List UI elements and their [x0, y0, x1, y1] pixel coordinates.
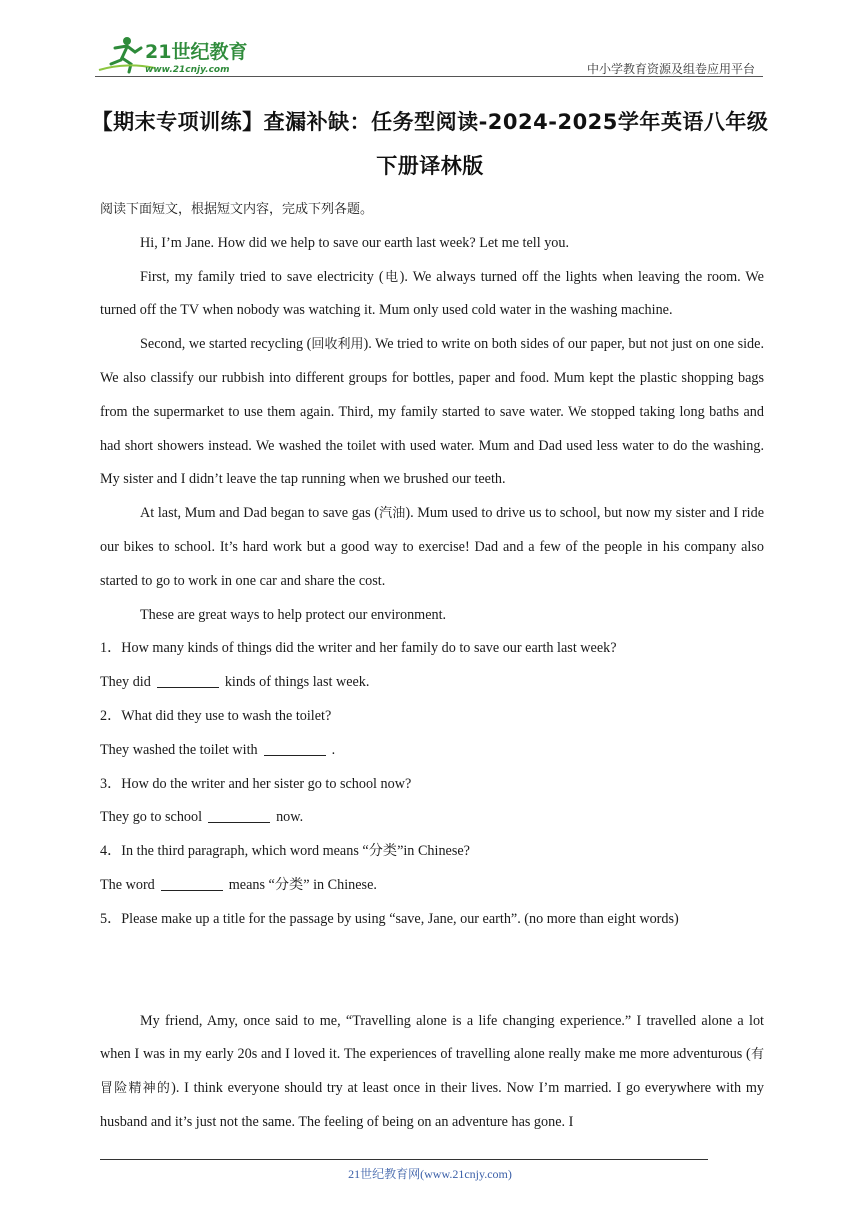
page-title-line1: 【期末专项训练】查漏补缺：任务型阅读-2024-2025学年英语八年级 — [91, 110, 769, 134]
footer-text: 21世纪教育网(www.21cnjy.com) — [348, 1167, 512, 1181]
question-3: 3．How do the writer and her sister go to school now? — [100, 775, 412, 792]
page-header — [95, 34, 763, 78]
answer-blank[interactable] — [161, 877, 223, 891]
answer-3: They go to school now. — [100, 809, 304, 826]
passage1-paragraph5: These are great ways to help protect our environment. — [140, 606, 447, 623]
answer-blank[interactable] — [264, 742, 326, 756]
passage1-paragraph1: Hi, I’m Jane. How did we help to save our earth last week? Let me tell you. — [140, 234, 570, 251]
header-site-name: 中小学教育资源及组卷应用平台 — [586, 62, 755, 76]
header-divider — [95, 76, 763, 77]
footer-divider — [100, 1159, 708, 1160]
page-title-line2: 下册译林版 — [376, 154, 484, 178]
answer-space — [100, 937, 764, 1005]
runner-logo-icon — [95, 34, 265, 76]
question-5: 5．Please make up a title for the passage by using “save, Jane, our earth”. (no more than eight words) — [100, 910, 679, 927]
question-4: 4．In the third paragraph, which word means “分类”in Chinese? — [100, 843, 470, 860]
answer-blank[interactable] — [157, 674, 219, 688]
logo-url: www.21cnjy.com — [145, 65, 230, 75]
logo-text: 21世纪教育 — [145, 41, 248, 63]
instruction: 阅读下面短文，根据短文内容，完成下列各题。 — [100, 202, 374, 217]
document-body — [100, 193, 764, 1140]
passage1-paragraph4: At last, Mum and Dad began to save gas (汽油). Mum used to drive us to school, but now my sister and I ride our bikes to school. It’s hard work but a good way to exercise! Dad and a few of the people in his company also started to go to work in one car and share the cost. — [100, 505, 764, 589]
question-2: 2．What did they use to wash the toilet? — [100, 707, 332, 724]
passage1-paragraph2: First, my family tried to save electricity (电). We always turned off the lights when leaving the room. We turned off the TV when nobody was watching it. Mum only used cold water in the washing machine. — [100, 268, 764, 319]
answer-2: They washed the toilet with . — [100, 741, 336, 758]
logo — [95, 34, 265, 76]
question-1: 1．How many kinds of things did the writer and her family do to save our earth last week? — [100, 640, 617, 657]
passage1-paragraph3: Second, we started recycling (回收利用). We tried to write on both sides of our paper, but not just on one side. We also classify our rubbish into different groups for bottles, paper and food. Mum kept the plastic shopping bags from the supermarket to use them again. Third, my family started to save water. We stopped taking long baths and had short showers instead. We washed the toilet with used water. Mum and Dad used less water to do the washing. My sister and I didn’t leave the tap running when we brushed our teeth. — [100, 336, 764, 488]
passage2-paragraph1: My friend, Amy, once said to me, “Travelling alone is a life changing experience.” I travelled alone a lot when I was in my early 20s and I loved it. The experiences of travelling alone really make me more adventurous (有冒险精神的). I think everyone should try at least once in their lives. Now I’m married. I go everywhere with my husband and it’s just not the same. The feeling of being on an adventure has gone. I — [100, 1012, 764, 1130]
answer-blank[interactable] — [208, 809, 270, 823]
answer-1: They did kinds of things last week. — [100, 674, 370, 691]
answer-4: The word means “分类” in Chinese. — [100, 876, 377, 893]
